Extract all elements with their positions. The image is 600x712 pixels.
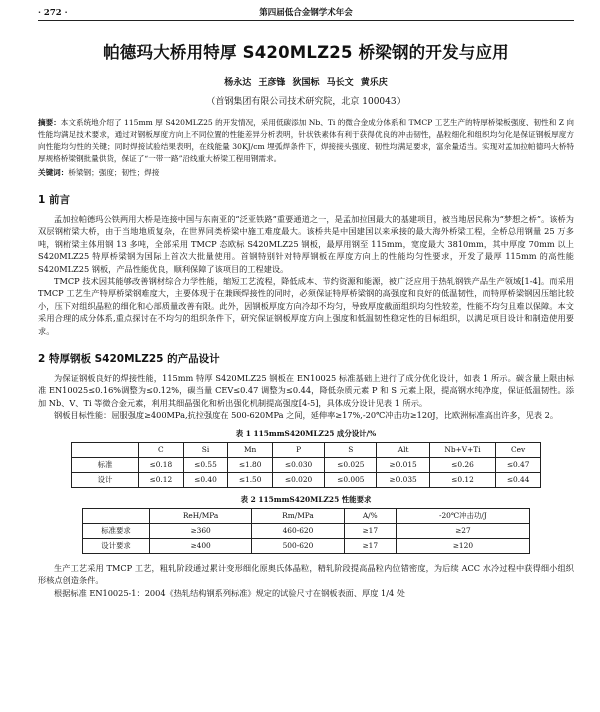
table-cell: ≤1.80 (228, 457, 273, 472)
table-header-cell: Nb+V+Ti (429, 442, 496, 457)
table-cell: ≤0.26 (429, 457, 496, 472)
table-cell: ≤0.40 (183, 472, 228, 487)
table-cell: 标准要求 (83, 523, 150, 538)
paragraph: 为保证钢板良好的焊接性能，115mm 特厚 S420MLZ25 钢板在 EN10025 标准基础上进行了成分优化设计，如表 1 所示。碳含量上限由标准 EN10025≤0.16%调整为≤0.12%，碳当量 CEV≤0.47 调整为≤0.44，降低杂质元素 P 和 S 元素上限，提高钢水纯净度，保证低温韧性。添加 Nb、V、Ti 等微合金元素，利用其细晶强化和析出强化机制提高强度[4-5]，具体成分设计见表 1 所示。 (38, 373, 574, 408)
table-header-cell (72, 442, 139, 457)
table-header-cell: Si (183, 442, 228, 457)
table-cell: ≤0.55 (183, 457, 228, 472)
table-cell: ≥27 (396, 523, 529, 538)
table-row (72, 472, 541, 487)
paragraph: 生产工艺采用 TMCP 工艺，粗轧阶段通过累计变形细化原奥氏体晶粒，精轧阶段提高晶粒内位错密度，为后续 ACC 水冷过程中获得细小组织形核点创造条件。 (38, 562, 574, 586)
authors: 杨永达 王彦锋 狄国标 马长文 黄乐庆 (224, 78, 388, 88)
abstract-label: 摘要： (38, 118, 61, 127)
table-cell: ≤0.12 (139, 472, 184, 487)
table-header-cell: S (325, 442, 377, 457)
table-cell: ≥360 (150, 523, 252, 538)
table1-caption: 表 1 115mmS420MLZ25 成分设计/% (235, 428, 377, 438)
table-header-cell: C (139, 442, 184, 457)
table-header-row (72, 442, 541, 457)
table-header-cell (83, 508, 150, 523)
table-cell: 500-620 (252, 538, 345, 553)
table-row (83, 523, 530, 538)
table-cell: ≥0.015 (377, 457, 429, 472)
table-header-cell: Mn (228, 442, 273, 457)
table-header-cell: A/% (344, 508, 396, 523)
running-header (38, 6, 574, 21)
table-cell: ≤1.50 (228, 472, 273, 487)
table-header-cell: ReH/MPa (150, 508, 252, 523)
table-cell: ≥0.035 (377, 472, 429, 487)
keywords-label: 关键词： (38, 168, 69, 177)
property-table (82, 508, 530, 554)
table-cell: 设计 (72, 472, 139, 487)
paragraph: 钢板目标性能：屈服强度≥400MPa,抗拉强度在 500-620MPa 之间，延伸率≥17%,-20℃冲击功≥120J，比欧洲标准高出许多，见表 2。 (54, 410, 559, 421)
table-cell: ≤0.12 (429, 472, 496, 487)
table-cell: ≤0.020 (272, 472, 324, 487)
abstract-text: 本文系统地介绍了 115mm 厚 S420MLZ25 的开发情况，采用低碳添加 Nb、Ti 的微合金成分体系和 TMCP 工艺生产的特厚桥梁板强度、韧性和 Z 向性能均满足技术要求，通过对钢板厚度方向上不同位置的性能差异分析表明，针状铁素体有利于获得优良的冲击韧性，晶粒细化和组织均匀化是保证钢板厚度方向性能均匀性的关键；同时焊接试验结果表明，在线能量 30KJ/cm 埋弧焊条件下，焊接接头强度、韧性均满足要求，富余量适当。实现对孟加拉帕德玛大桥特厚规格桥梁钢批量供货，保证了“一带一路”沿线重大桥梁工程用钢需求。 (38, 118, 574, 163)
abstract (38, 117, 574, 165)
section-heading-design: 2 特厚钢板 S420MLZ25 的产品设计 (38, 353, 220, 366)
keywords-text: 桥梁钢；强度；韧性；焊接 (68, 168, 160, 177)
paragraph: 孟加拉帕德玛公铁两用大桥是连接中国与东南亚的“泛亚铁路”重要通道之一，是孟加拉国最大的基建项目，被当地居民称为“梦想之桥”。该桥为双层钢桁梁大桥，由于当地地质复杂，在世界同类桥梁中施工难度最大。该桥共是中国建国以来承接的最大海外桥梁工程，全桥总用钢量 25 万多吨，钢桁梁主体用钢 13 多吨，全部采用 TMCP 态欧标 S420MLZ25 钢板，最厚用钢至 115mm，宽度最大 3810mm，其中厚度 70mm 以上 S420MLZ25 特厚桥梁钢为国际上首次大批量使用。首钢特别针对特厚钢板在厚度方向上的性能均匀性要求，开发了最厚 115mm 的高性能 S420MLZ25 钢板，产品性能优良，顺利保障了该项目的工程建设。 (38, 214, 574, 274)
table-header-row (83, 508, 530, 523)
paragraph: 根据标准 EN10025-1：2004《热轧结构钢系列标准》规定的试验尺寸在钢板表面、厚度 1/4 处 (54, 587, 405, 598)
table-cell: ≤0.47 (496, 457, 541, 472)
table-row (83, 538, 530, 553)
keywords (38, 167, 574, 178)
table-cell: 标准 (72, 457, 139, 472)
table-cell: ≥17 (344, 538, 396, 553)
table-cell: ≤0.44 (496, 472, 541, 487)
composition-table (71, 442, 541, 488)
table-header-cell: -20℃冲击功/J (396, 508, 529, 523)
table-row (72, 457, 541, 472)
table-cell: 设计要求 (83, 538, 150, 553)
table-cell: ≥120 (396, 538, 529, 553)
table-cell: ≤0.025 (325, 457, 377, 472)
table-header-cell: P (272, 442, 324, 457)
conference-name: 第四届低合金钢学术年会 (259, 8, 353, 18)
paragraph: TMCP 技术因其能够改善钢材综合力学性能，缩短工艺流程，降低成本、节约资源和能源，被广泛应用于热轧钢铁产品生产领域[1-4]。而采用 TMCP 工艺生产特厚桥梁钢难度大，主要体现于在兼顾焊接性的同时，必须保证特厚桥梁钢的高强度和良好的低温韧性，而特厚桥梁钢因压缩比较小，压下对组织晶粒的细化和心部质量改善有限。此外，因钢板厚度方向冷却不均匀，导致厚度截面组织均匀性较差，性能不均匀且难以保障。本文采用合理的成分体系,重点探讨在不均匀的组织条件下，研究保证钢板厚度方向上强度和低温韧性稳定性的目标组织，以满足项目设计和制造使用要求。 (38, 276, 574, 336)
table-cell: ≥17 (344, 523, 396, 538)
table-cell: ≤0.030 (272, 457, 324, 472)
paper-title: 帕德玛大桥用特厚 S420MLZ25 桥梁钢的开发与应用 (103, 43, 509, 62)
table-cell: ≤0.005 (325, 472, 377, 487)
section-heading-intro: 1 前言 (38, 194, 70, 206)
table-header-cell: Alt (377, 442, 429, 457)
table-header-cell: Rm/MPa (252, 508, 345, 523)
table-header-cell: Cev (496, 442, 541, 457)
table-cell: ≥400 (150, 538, 252, 553)
page-number: · 272 · (38, 8, 68, 18)
table-cell: 460-620 (252, 523, 345, 538)
affiliation: （首钢集团有限公司技术研究院，北京 100043） (206, 97, 406, 107)
table-cell: ≤0.18 (139, 457, 184, 472)
table2-caption: 表 2 115mmS420MLZ25 性能要求 (240, 494, 372, 504)
